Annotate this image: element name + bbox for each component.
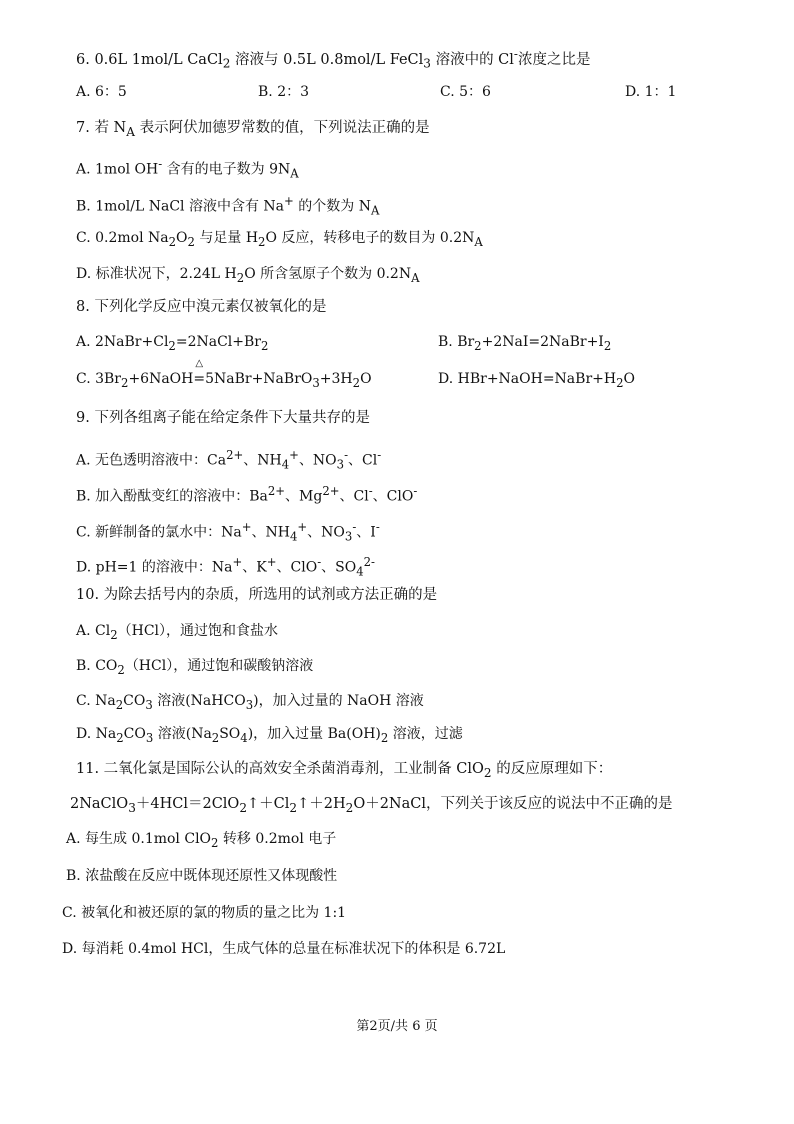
q7-option-b: B. 1mol/L NaCl 溶液中含有 Na+ 的个数为 $N_A$ — [76, 194, 380, 218]
q8-option-c: C. $3Br_2+6NaOH$ △ $=5NaBr+NaBrO_3+3H_2O$ — [76, 358, 372, 390]
q7-stem: 7. 若 $N_A$ 表示阿伏加德罗常数的值，下列说法正确的是 — [76, 120, 430, 139]
q8-option-d: D. $HBr+NaOH=NaBr+H_2O$ — [438, 371, 635, 390]
q9-option-c: C. 新鲜制备的氯水中：Na+、$NH_4^+$、$NO_3^-$、I- — [76, 520, 380, 544]
q11-option-c: C. 被氧化和被还原的氯的物质的量之比为 1:1 — [62, 905, 347, 921]
q11-option-b: B. 浓盐酸在反应中既体现还原性又体现酸性 — [66, 868, 338, 884]
q9-option-a: A. 无色透明溶液中：$Ca^{2+}$、$NH_4^+$、$NO_3^-$、Cl- — [76, 448, 382, 472]
page-footer: 第2页/共 6 页 — [356, 1019, 438, 1034]
q6-stem: 6. 0.6L 1mol/L CaCl$_2$ 溶液与 0.5L 0.8mol/L FeCl$_3$ 溶液中的 Cl-浓度之比是 — [76, 47, 591, 71]
q8-option-a: A. $2NaBr+Cl_2=2NaCl+Br_2$ — [76, 334, 269, 353]
q9-option-b: B. 加入酚酞变红的溶液中：$Ba^{2+}$、$Mg^{2+}$、Cl-、ClO- — [76, 484, 418, 505]
q11-stem: 11. 二氧化氯是国际公认的高效安全杀菌消毒剂，工业制备 ClO$_2$ 的反应原理如下： — [76, 761, 613, 780]
q11-option-a: A. 每生成 0.1mol ClO$_2$ 转移 0.2mol 电子 — [66, 831, 337, 850]
q11-equation: $2NaClO_3+4HCl=2ClO_2↑+Cl_2↑+2H_2O+2NaCl$，下列关于该反应的说法中不正确的是 — [70, 796, 673, 815]
q6-option-d: D. 1：1 — [625, 84, 677, 100]
q9-option-d: D. pH=1 的溶液中：Na+、K+、ClO-、$SO_4^{2-}$ — [76, 555, 375, 579]
q10-stem: 10. 为除去括号内的杂质，所选用的试剂或方法正确的是 — [76, 587, 438, 603]
q10-option-a: A. $Cl_2(HCl)$，通过饱和食盐水 — [76, 623, 279, 642]
q10-option-b: B. $CO_2(HCl)$，通过饱和碳酸钠溶液 — [76, 658, 314, 677]
q6-option-c: C. 5：6 — [440, 84, 491, 100]
q7-option-c: C. 0.2mol $Na_2O_2$ 与足量 $H_2O$ 反应，转移电子的数目为 $0.2N_A$ — [76, 230, 483, 249]
q6-option-a: A. 6：5 — [76, 84, 127, 100]
q8-option-b: B. $Br_2+2NaI=2NaBr+I_2$ — [438, 334, 612, 353]
q7-option-a: A. 1mol OH- 含有的电子数为 $9N_A$ — [76, 157, 299, 181]
q10-option-d: D. $Na_2CO_3$ 溶液$(Na_2SO_4)$，加入过量 $Ba(OH)_2$ 溶液，过滤 — [76, 726, 463, 745]
q6-option-b: B. 2：3 — [258, 84, 310, 100]
q8-stem: 8. 下列化学反应中溴元素仅被氧化的是 — [76, 299, 327, 315]
q7-option-d: D. 标准状况下，2.24L $H_2O$ 所含氢原子个数为 $0.2N_A$ — [76, 266, 420, 285]
q11-option-d: D. 每消耗 0.4mol HCl，生成气体的总量在标准状况下的体积是 6.72L — [62, 941, 506, 957]
q10-option-c: C. $Na_2CO_3$ 溶液(NaHCO$_3$)，加入过量的 NaOH 溶液 — [76, 693, 424, 712]
q9-stem: 9. 下列各组离子能在给定条件下大量共存的是 — [76, 410, 370, 426]
